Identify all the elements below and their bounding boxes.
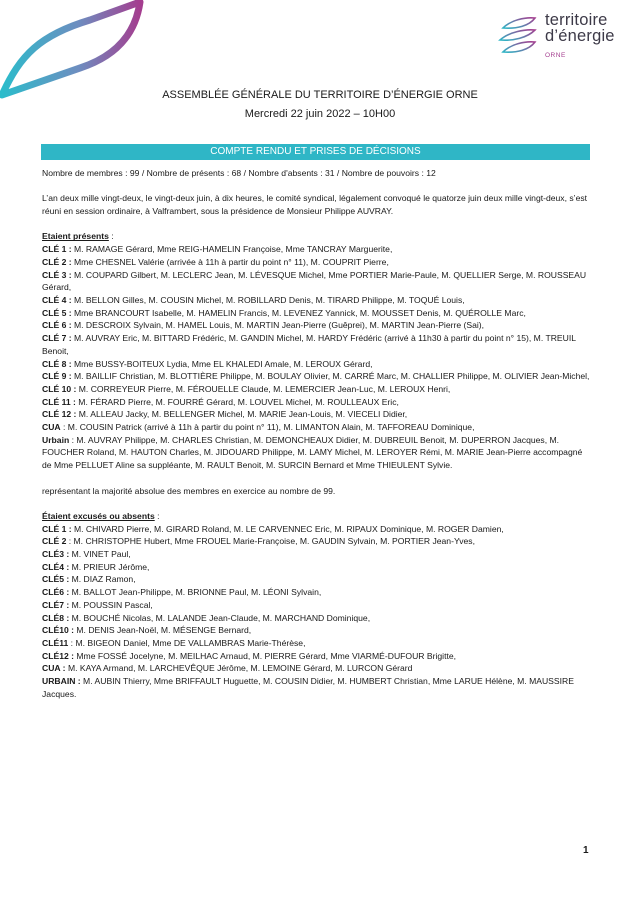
- present-entry-names: : M. AUVRAY Philippe, M. CHARLES Christian, M. DEMONCHEAUX Didier, M. DUBREUIL Benoit, M. DUPERRON Jacques, M. FOUCHER Roland, M. HAUTON Charles, M. JIDOUARD Philippe, M. LAMY Michel, M. LEROYER Rémi, M. MARIE Jean-Pierre accompagné de Mme PELLUET Aline sa suppléante, M. RAULT Benoit, M. SURCIN Bernard et Mme THIEULENT Sylvie.: [42, 434, 583, 471]
- member-counts: Nombre de membres : 99 / Nombre de présents : 68 / Nombre d'absents : 31 / Nombre de pouvoirs : 12: [42, 168, 436, 178]
- present-heading-line: [42, 230, 592, 243]
- absent-list: [42, 523, 592, 701]
- intro-paragraph: L’an deux mille vingt-deux, le vingt-deux juin, à dix heures, le comité syndical, légalement convoqué le quatorze juin deux mille vingt-deux, s’est réuni en session ordinaire, à Valframbert, sous la présidence de Monsieur Philippe AUVRAY.: [42, 193, 588, 217]
- absent-entry: [42, 599, 592, 612]
- present-entry: [42, 370, 592, 383]
- present-entry-names: M. DESCROIX Sylvain, M. HAMEL Louis, M. MARTIN Jean-Pierre (Guêprei), M. MARTIN Jean-Pierre (Sai),: [71, 320, 485, 331]
- absent-entry: [42, 637, 592, 650]
- logo-wordmark: [545, 12, 615, 44]
- absent-entry: [42, 573, 592, 586]
- absent-entry: [42, 612, 592, 625]
- absent-entry-names: M. DENIS Jean-Noël, M. MÉSENGE Bernard,: [74, 625, 252, 636]
- present-entry-names: : M. COUSIN Patrick (arrivé à 11h à partir du point n° 11), M. LIMANTON Alain, M. TAFFOREAU Dominique,: [60, 422, 475, 433]
- present-entry: [42, 307, 592, 320]
- present-entry-key: CLÉ 4 :: [42, 295, 72, 305]
- absent-entry-names: M. PRIEUR Jérôme,: [69, 561, 150, 572]
- absent-entry: [42, 650, 592, 663]
- present-entry: [42, 269, 592, 294]
- absent-entry-key: CLÉ 2: [42, 536, 67, 547]
- present-entry: [42, 421, 592, 434]
- absent-entry-names: M. AUBIN Thierry, Mme BRIFFAULT Huguette, M. COUSIN Didier, M. HUMBERT Christian, Mme LARUE Hélène, M. MAUSSIRE Jacques.: [42, 676, 574, 699]
- absent-entry-key: CLÉ7 :: [42, 599, 70, 610]
- decorative-swoosh: [0, 0, 145, 100]
- present-entry: [42, 383, 592, 396]
- absent-entry-names: M. BALLOT Jean-Philippe, M. BRIONNE Paul, M. LÉONI Sylvain,: [69, 587, 322, 598]
- present-entry-key: CLÉ 7 :: [42, 333, 72, 344]
- present-entry-key: CLÉ 12 :: [42, 409, 77, 420]
- absent-entry-names: : M. BIGEON Daniel, Mme DE VALLAMBRAS Marie-Thérèse,: [68, 637, 306, 648]
- present-entry-names: M. COUPARD Gilbert, M. LECLERC Jean, M. LÉVESQUE Michel, Mme PORTIER Marie-Paule, M. QUELLIER Serge, M. ROUSSEAU Gérard,: [42, 269, 587, 293]
- logo-subtitle: ORNE: [545, 52, 566, 59]
- absent-entry-names: M. DIAZ Ramon,: [69, 574, 136, 585]
- present-entry-key: Urbain: [42, 434, 70, 445]
- present-entry-names: Mme CHESNEL Valérie (arrivée à 11h à partir du point n° 11), M. COUPRIT Pierre,: [71, 256, 389, 267]
- present-entry-key: CLÉ 8 :: [42, 358, 72, 369]
- present-entry-key: CLÉ 5 :: [42, 307, 72, 318]
- absent-entry-names: M. BOUCHÉ Nicolas, M. LALANDE Jean-Claude, M. MARCHAND Dominique,: [69, 612, 371, 623]
- absent-entry-key: CLÉ8 :: [42, 612, 70, 623]
- present-entry-key: CLÉ 2 :: [42, 256, 72, 267]
- present-entry-names: Mme BUSSY-BOITEUX Lydia, Mme EL KHALEDI Amale, M. LEROUX Gérard,: [71, 358, 373, 369]
- absent-entry: [42, 561, 592, 574]
- absent-entry: [42, 548, 592, 561]
- absent-entry-key: CLÉ5 :: [42, 574, 70, 585]
- present-entry-key: CLÉ 6 :: [42, 320, 72, 331]
- absent-entry: [42, 675, 592, 700]
- absent-entry-names: M. KAYA Armand, M. LARCHEVÊQUE Jérôme, M. LEMOINE Gérard, M. LURCON Gérard: [65, 663, 413, 674]
- present-entry-key: CUA: [42, 422, 61, 433]
- document-date: Mercredi 22 juin 2022 – 10H00: [244, 108, 396, 120]
- present-entry-key: CLÉ 9 :: [42, 371, 72, 382]
- present-entry-names: M. ALLEAU Jacky, M. BELLENGER Michel, M. MARIE Jean-Louis, M. VIECELI Didier,: [76, 409, 408, 420]
- absent-entry-key: URBAIN :: [42, 676, 81, 687]
- absent-entry-names: : M. CHRISTOPHE Hubert, Mme FROUEL Marie-Françoise, M. GAUDIN Sylvain, M. PORTIER Jean-Yves,: [66, 536, 475, 547]
- absent-heading-line: [42, 510, 592, 523]
- present-entry: [42, 396, 592, 409]
- present-entry: [42, 243, 592, 256]
- logo-line-2: d’énergie: [545, 27, 615, 45]
- present-entry: [42, 256, 592, 269]
- absent-entry-key: CLÉ12 :: [42, 650, 74, 661]
- present-entry: [42, 358, 592, 371]
- absent-entry-key: CLÉ4 :: [42, 561, 70, 572]
- page-number: 1: [583, 845, 589, 856]
- present-list: [42, 243, 592, 472]
- absent-entry-names: M. POUSSIN Pascal,: [69, 599, 153, 610]
- present-entry-names: M. FÉRARD Pierre, M. FOURRÉ Gérard, M. LOUVEL Michel, M. ROULLEAUX Eric,: [75, 396, 399, 407]
- present-entry-key: CLÉ 11 :: [42, 396, 76, 407]
- present-entry: [42, 294, 592, 307]
- present-heading-suffix: :: [108, 231, 114, 242]
- present-entry-key: CLÉ 3 :: [42, 269, 72, 280]
- absent-entry-names: Mme FOSSÉ Jocelyne, M. MEILHAC Arnaud, M. PIERRE Gérard, Mme VIARMÉ-DUFOUR Brigitte,: [74, 650, 457, 661]
- present-entry-key: CLÉ 10 :: [42, 383, 77, 394]
- present-entry-names: M. RAMAGE Gérard, Mme REIG-HAMELIN Françoise, Mme TANCRAY Marguerite,: [71, 244, 393, 255]
- present-entry: [42, 332, 592, 357]
- absent-entry-key: CLÉ3 :: [42, 549, 70, 560]
- logo-line-1: territoire: [545, 11, 608, 29]
- present-entry-names: M. CORREYEUR Pierre, M. FÉROUELLE Claude, M. LEMERCIER Jean-Luc, M. LEROUX Henri,: [76, 383, 451, 394]
- absent-entry: [42, 662, 592, 675]
- present-entry-names: M. AUVRAY Eric, M. BITTARD Frédéric, M. GANDIN Michel, M. HARDY Frédéric (arrivé à 11h30 à partir du point n° 15), M. TREUIL Benoit,: [42, 333, 576, 356]
- present-entry: [42, 408, 592, 421]
- absent-entry-key: CLÉ11: [42, 637, 69, 648]
- absent-entry: [42, 624, 592, 637]
- absent-entry: [42, 535, 592, 548]
- absent-entry-key: CLÉ6 :: [42, 587, 70, 598]
- present-entry-key: CLÉ 1 :: [42, 244, 72, 255]
- present-heading: Etaient présents: [42, 231, 109, 242]
- section-banner: COMPTE RENDU ET PRISES DE DÉCISIONS: [41, 144, 590, 160]
- absent-entry: [42, 523, 592, 536]
- present-entry-names: M. BAILLIF Christian, M. BLOTTIÈRE Philippe, M. BOULAY Olivier, M. CARRÉ Marc, M. CHALLIER Philippe, M. OLIVIER Jean-Michel,: [71, 371, 590, 382]
- absent-entry-key: CLÉ10 :: [42, 625, 74, 636]
- present-entry: [42, 319, 592, 332]
- document-body: [42, 167, 592, 700]
- absent-entry-names: M. CHIVARD Pierre, M. GIRARD Roland, M. LE CARVENNEC Eric, M. RIPAUX Dominique, M. ROGER Damien,: [71, 523, 504, 534]
- majority-statement: représentant la majorité absolue des membres en exercice au nombre de 99.: [42, 485, 336, 496]
- absent-heading: Étaient excusés ou absents: [42, 510, 155, 521]
- absent-entry-names: M. VINET Paul,: [69, 549, 131, 560]
- absent-entry-key: CUA :: [42, 663, 66, 674]
- present-entry-names: M. BELLON Gilles, M. COUSIN Michel, M. ROBILLARD Denis, M. TIRARD Philippe, M. TOQUÉ Louis,: [71, 295, 465, 305]
- present-entry: [42, 434, 592, 472]
- absent-entry: [42, 586, 592, 599]
- absent-heading-suffix: :: [154, 510, 160, 521]
- present-entry-names: Mme BRANCOURT Isabelle, M. HAMELIN Francis, M. LEVENEZ Yannick, M. MOUSSET Denis, M. QUÉROLLE Marc,: [71, 307, 526, 318]
- document-title: ASSEMBLÉE GÉNÉRALE DU TERRITOIRE D’ÉNERGIE ORNE: [162, 89, 478, 101]
- absent-entry-key: CLÉ 1 :: [42, 523, 72, 534]
